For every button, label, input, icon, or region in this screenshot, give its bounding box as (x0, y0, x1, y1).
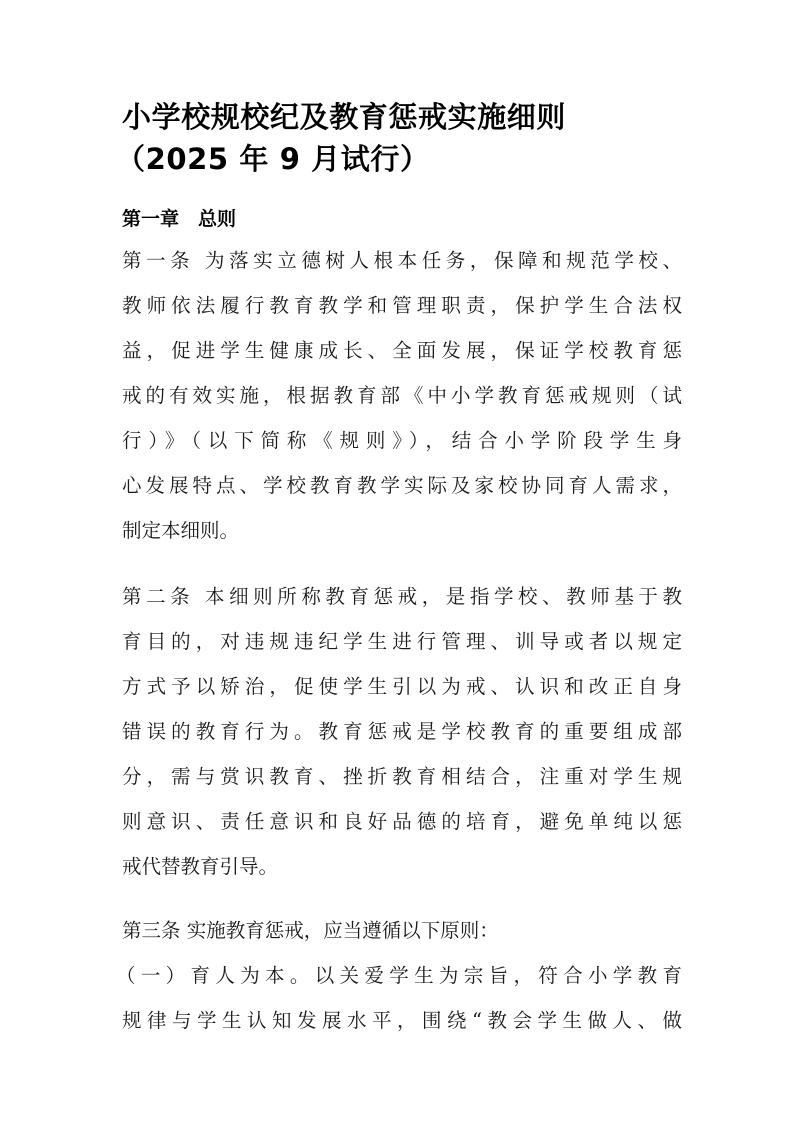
title-line-2: （2025 年 9 月试行） (116, 142, 430, 176)
article-2-line-6: 则意识、责任意识和良好品德的培育，避免单纯以惩 (122, 810, 682, 833)
article-3-line-3: 规律与学生认知发展水平，围绕“教会学生做人、做 (122, 1009, 682, 1032)
article-1-line-2: 教师依法履行教育教学和管理职责，保护学生合法权 (122, 294, 682, 317)
article-3-line-1: 第三条 实施教育惩戒，应当遵循以下原则： (122, 919, 499, 942)
article-2-line-7: 戒代替教育引导。 (122, 855, 279, 878)
article-2-line-1: 第二条 本细则所称教育惩戒，是指学校、教师基于教 (122, 585, 682, 608)
article-3-line-2: （一）育人为本。以关爱学生为宗旨，符合小学教育 (116, 964, 682, 987)
title-line-1: 小学校规校纪及教育惩戒实施细则 (122, 100, 567, 134)
article-1-line-1: 第一条 为落实立德树人根本任务，保障和规范学校、 (122, 249, 682, 272)
article-1-line-3: 益，促进学生健康成长、全面发展，保证学校教育惩 (122, 339, 682, 362)
article-1-line-5: 行）》（以下简称《规则》），结合小学阶段学生身 (122, 429, 682, 452)
article-2-line-2: 育目的，对违规违纪学生进行管理、训导或者以规定 (122, 630, 682, 653)
article-1-line-6: 心发展特点、学校教育教学实际及家校协同育人需求， (122, 474, 682, 497)
document-title (116, 96, 682, 180)
article-2-line-3: 方式予以矫治，促使学生引以为戒、认识和改正自身 (122, 675, 682, 698)
article-1-line-7: 制定本细则。 (122, 519, 240, 542)
article-1-line-4: 戒的有效实施，根据教育部《中小学教育惩戒规则（试 (122, 384, 682, 407)
article-2-line-4: 错误的教育行为。教育惩戒是学校教育的重要组成部 (122, 720, 682, 743)
article-2-line-5: 分，需与赏识教育、挫折教育相结合，注重对学生规 (122, 765, 682, 788)
chapter-heading: 第一章 总则 (122, 208, 237, 230)
